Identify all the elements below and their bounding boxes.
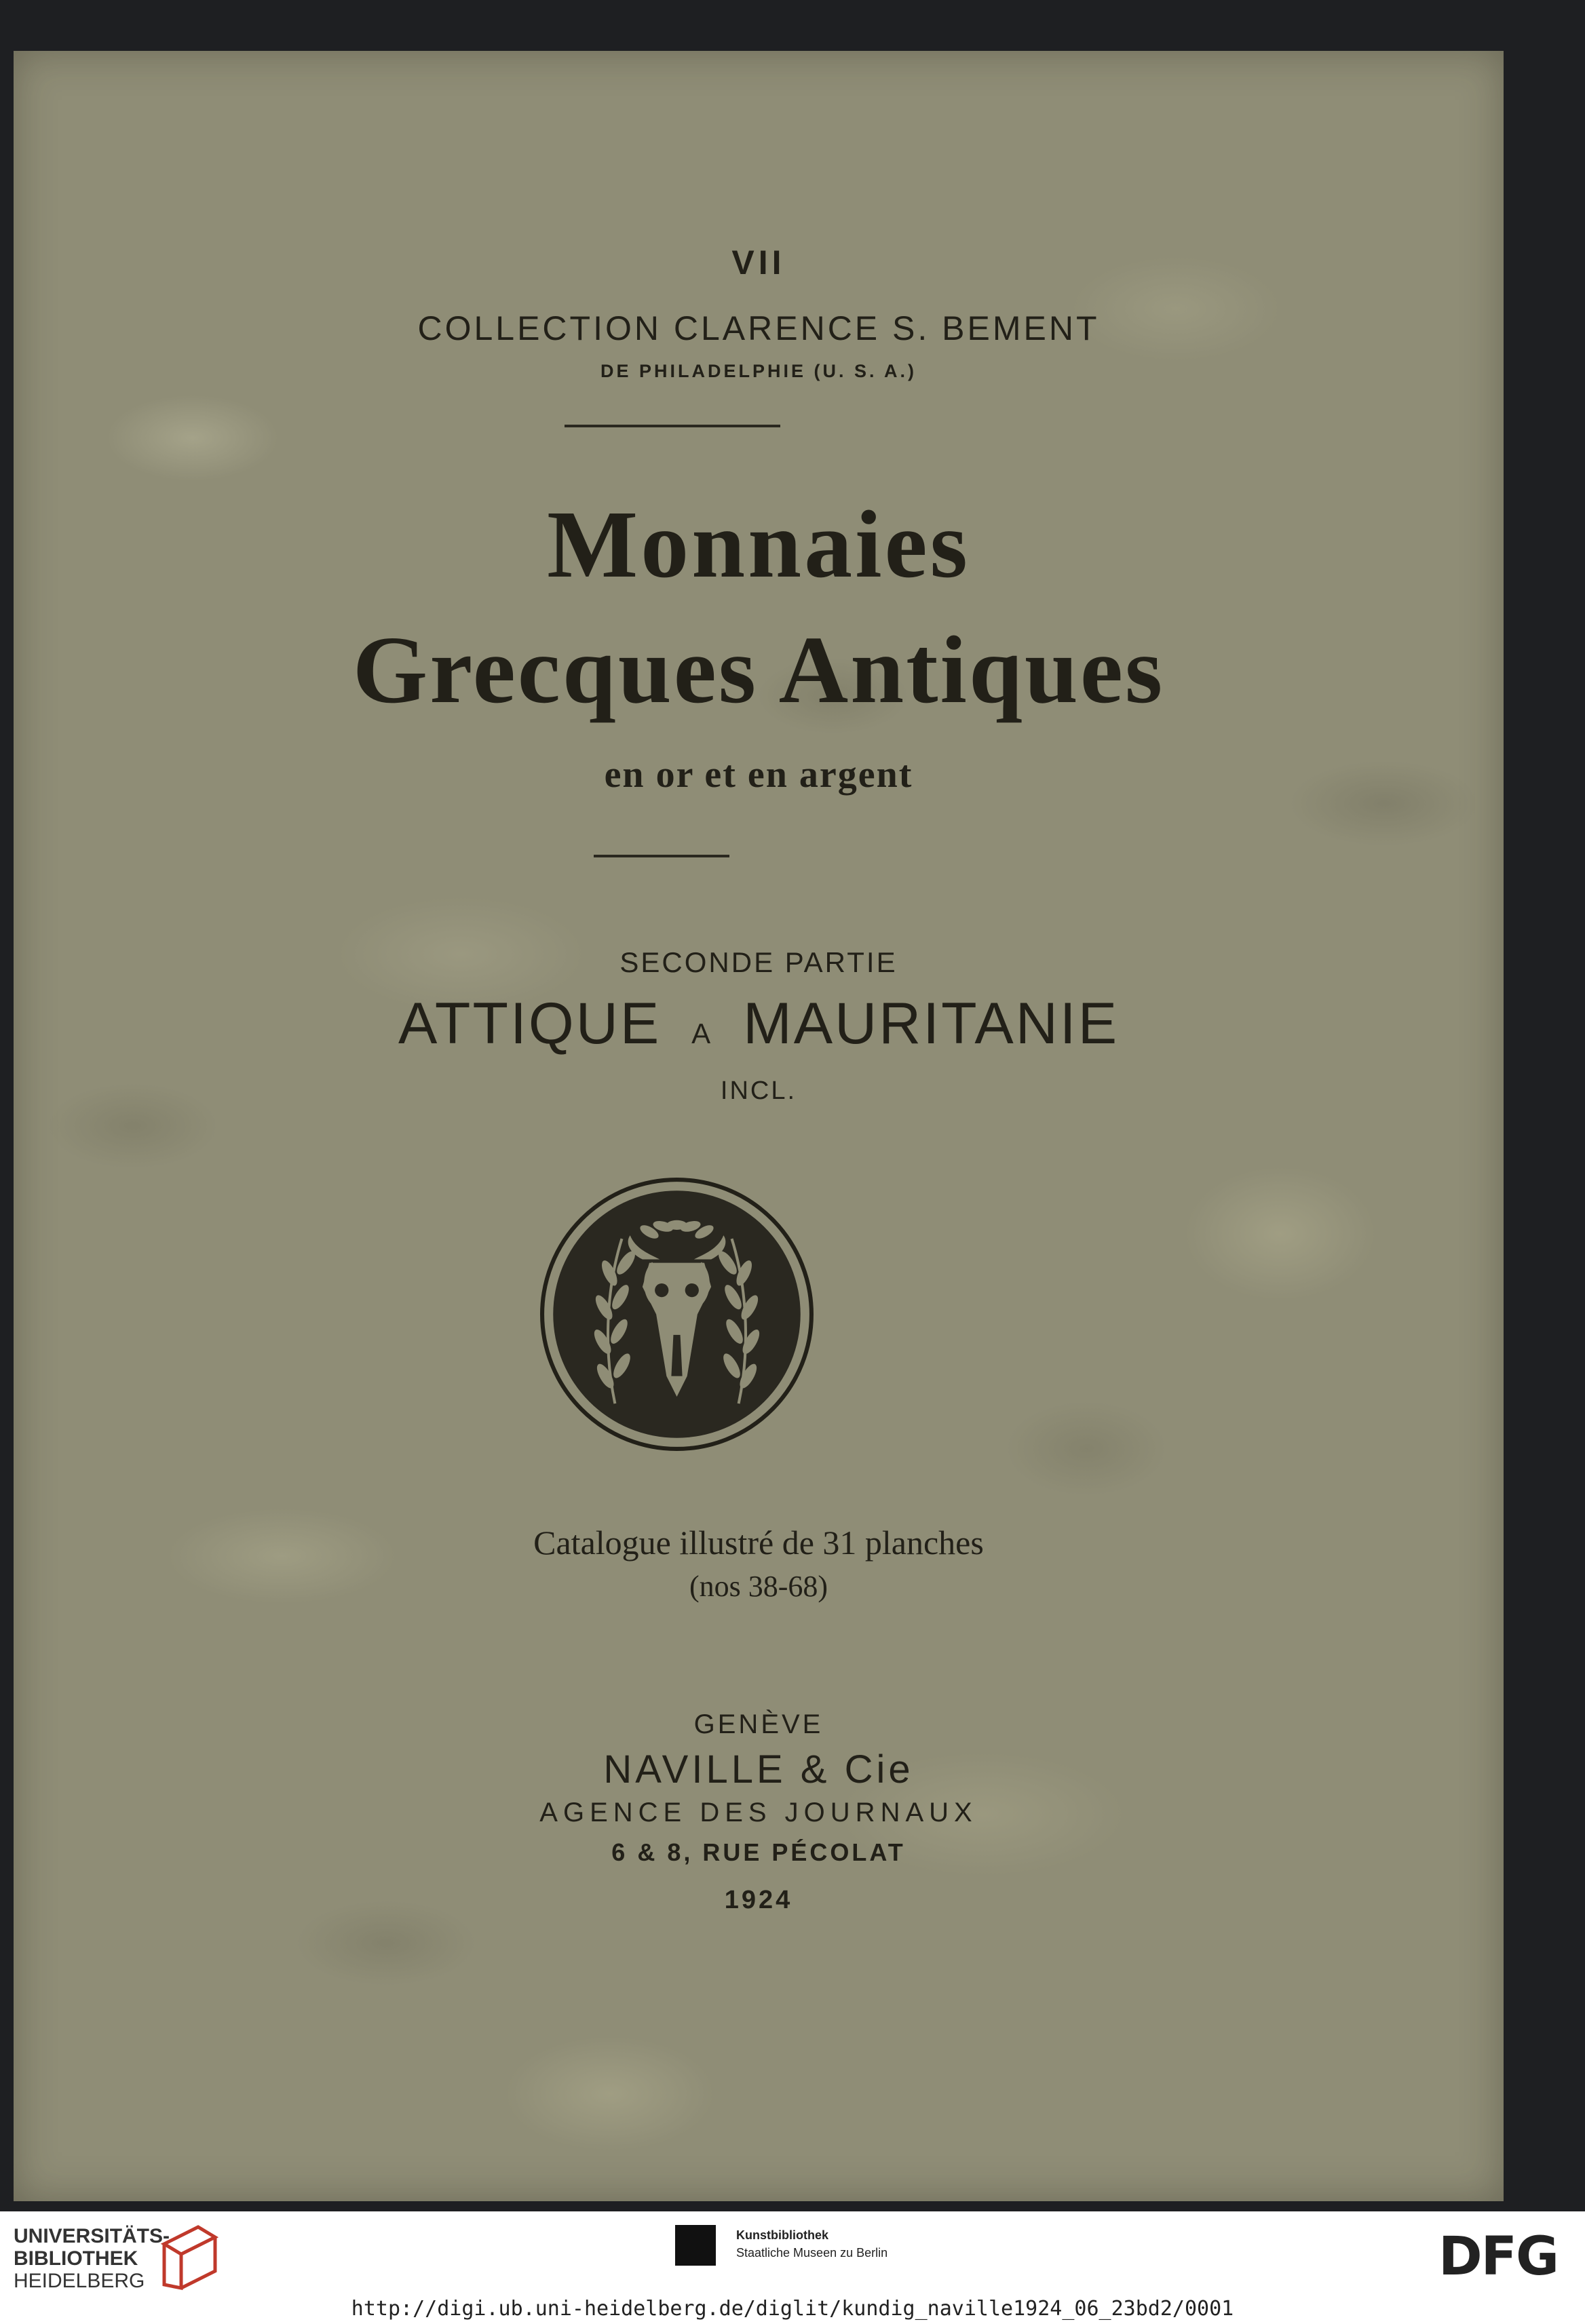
catalogue-note: Catalogue illustré de 31 planches — [533, 1524, 984, 1562]
dfg-logo[interactable]: DFG — [1438, 2226, 1558, 2287]
publisher: NAVILLE & Cie — [603, 1747, 914, 1792]
agency: AGENCE DES JOURNAUX — [539, 1798, 978, 1827]
main-title-line1: Monnaies — [547, 490, 970, 598]
collection-origin: DE PHILADELPHIE (U. S. A.) — [600, 361, 917, 381]
divider-rule — [565, 425, 780, 427]
part-label: SECONDE PARTIE — [619, 946, 898, 978]
plate-range: (nos 38-68) — [689, 1570, 828, 1603]
subtitle: en or et en argent — [604, 754, 913, 796]
main-title-line2: Grecques Antiques — [352, 616, 1165, 723]
partner-name-line2: Staatliche Museen zu Berlin — [736, 2246, 888, 2260]
region-suffix: INCL. — [720, 1077, 797, 1105]
book-cover — [14, 51, 1504, 2201]
partner-logo[interactable] — [736, 2226, 887, 2262]
collection-title: COLLECTION CLARENCE S. BEMENT — [417, 309, 1100, 347]
divider-rule — [594, 855, 729, 857]
bucranium-emblem-icon — [539, 1177, 814, 1452]
region-end: MAURITANIE — [743, 991, 1120, 1056]
volume-number: VII — [731, 244, 786, 282]
partner-name-line1: Kunstbibliothek — [736, 2228, 828, 2242]
region-start: ATTIQUE — [398, 991, 662, 1056]
source-url-link[interactable]: http://digi.ub.uni-heidelberg.de/diglit/kundig_naville1924_06_23bd2/0001 — [351, 2297, 1234, 2321]
city: GENÈVE — [693, 1709, 824, 1739]
library-name-line2: BIBLIOTHEK — [14, 2247, 138, 2270]
library-name-line3: HEIDELBERG — [14, 2270, 145, 2292]
region-connector: A — [691, 1018, 713, 1049]
region-heading — [14, 990, 1504, 1058]
digitization-footer — [0, 2211, 1585, 2324]
library-logo[interactable] — [14, 2225, 170, 2292]
year: 1924 — [724, 1886, 793, 1914]
library-emblem-icon — [157, 2224, 218, 2291]
library-name-line1: UNIVERSITÄTS- — [14, 2225, 170, 2247]
address: 6 & 8, RUE PÉCOLAT — [611, 1838, 906, 1866]
partner-logo-icon — [675, 2225, 716, 2266]
